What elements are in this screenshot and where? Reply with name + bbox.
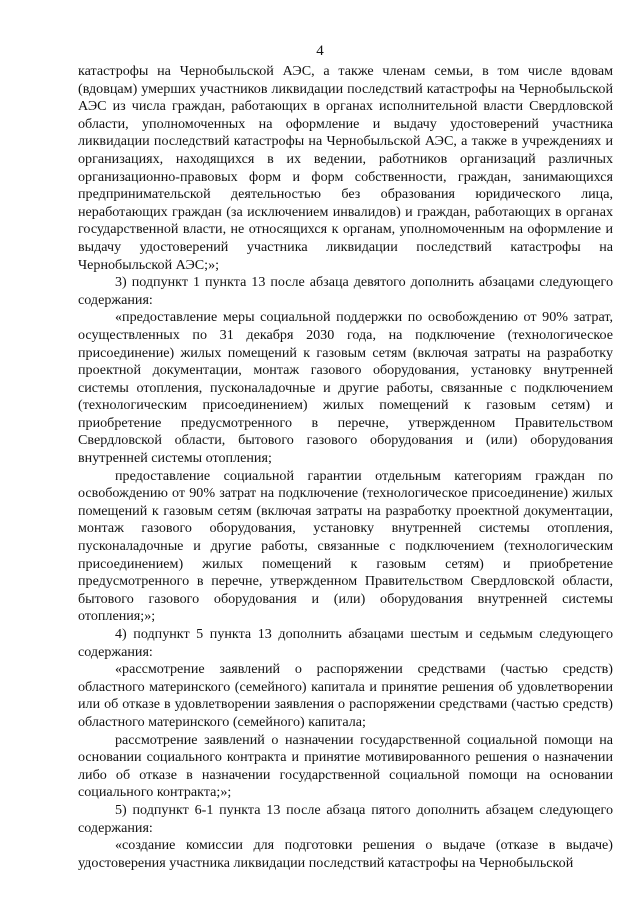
paragraph-item-5: 5) подпункт 6-1 пункта 13 после абзаца пятого дополнить абзацем следующего содержания: [78, 801, 613, 836]
paragraph-continuation: катастрофы на Чернобыльской АЭС, а также членам семьи, в том числе вдовам (вдовцам) умерших участников ликвидации последствий катастрофы на Чернобыльской АЭС из числа граждан, работающих в органах исполнительной власти Свердловской области, уполномоченных на оформление и выдачу удостоверений участника ликвидации последствий катастрофы на Чернобыльской АЭС, а также в учреждениях и организациях, находящихся в их ведении, работников организаций различных организационно-правовых форм и форм собственности, граждан, занимающихся предпринимательской деятельностью без образования юридического лица, неработающих граждан (за исключением инвалидов) и граждан, работающих в органах государственной власти, не относящихся к органам, уполномоченным на оформление и выдачу удостоверений участника ликвидации последствий катастрофы на Чернобыльской АЭС;»; [78, 63, 613, 273]
paragraph-quote-maternal-capital: «рассмотрение заявлений о распоряжении средствами (частью средств) областного материнского (семейного) капитала и принятие решения об удовлетворении или об отказе в удовлетворении заявления о распоряжении средствами (частью средств) областного материнского (семейного) капитала; [78, 661, 613, 730]
paragraph-item-4: 4) подпункт 5 пункта 13 дополнить абзацами шестым и седьмым следующего содержания: [78, 626, 613, 660]
document-body [78, 63, 613, 872]
paragraph-quote-support-measure: «предоставление меры социальной поддержки по освобождению от 90% затрат, осуществленных по 31 декабря 2030 года, на подключение (технологическое присоединение) жилых помещений к газовым сетям (включая затраты на разработку проектной документации, монтаж газового оборудования, установку внутренней системы отопления, пусконаладочные и другие работы, связанные с подключением (технологическим присоединением) жилых помещений к газовым сетям) и приобретение предусмотренного в перечне, утвержденном Правительством Свердловской области, бытового газового оборудования и (или) оборудования внутренней системы отопления; [78, 309, 613, 467]
paragraph-item-3: 3) подпункт 1 пункта 13 после абзаца девятого дополнить абзацами следующего содержания: [78, 274, 613, 308]
page-number: 4 [316, 43, 324, 59]
paragraph-social-contract: рассмотрение заявлений о назначении государственной социальной помощи на основании социального контракта и принятие мотивированного решения о назначении либо об отказе в назначении государственной социальной помощи на основании социального контракта;»; [78, 731, 613, 801]
paragraph-social-guarantee: предоставление социальной гарантии отдельным категориям граждан по освобождению от 90% затрат на подключение (технологическое присоединение) жилых помещений к газовым сетям (включая затраты на разработку проектной документации, монтаж газового оборудования, установку внутренней системы отопления, пусконаладочные и другие работы, связанные с подключением (технологическим присоединением) жилых помещений к газовым сетям) и приобретение предусмотренного в перечне, утвержденном Правительством Свердловской области, бытового газового оборудования и (или) оборудования внутренней системы отопления;»; [78, 467, 613, 625]
paragraph-quote-commission: «создание комиссии для подготовки решения о выдаче (отказе в выдаче) удостоверения участника ликвидации последствий катастрофы на Чернобыльской [78, 837, 613, 871]
